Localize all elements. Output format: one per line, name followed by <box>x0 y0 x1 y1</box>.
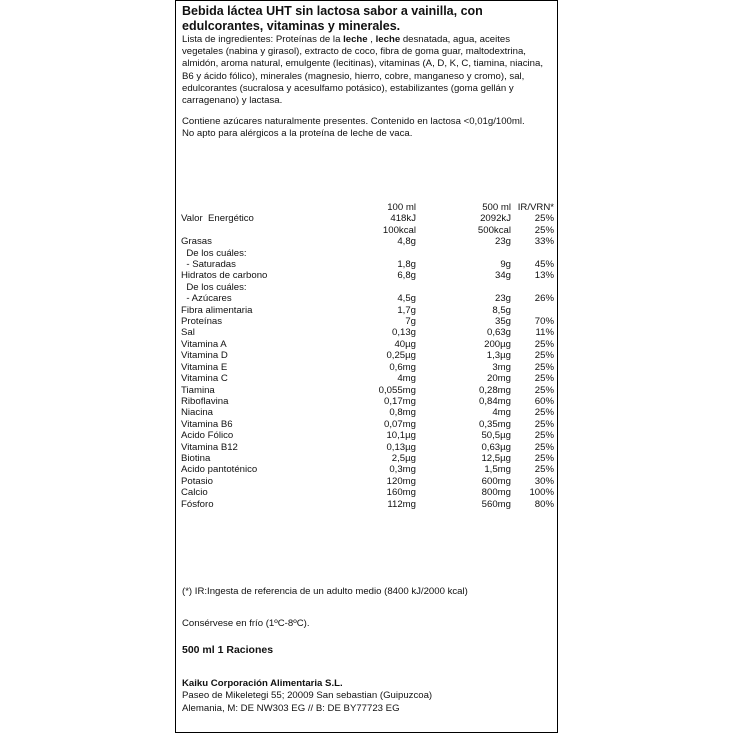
value-per-100ml: 40µg <box>394 338 416 350</box>
value-per-100ml: 4,5g <box>397 293 416 305</box>
value-ir: 25% <box>534 350 554 362</box>
value-per-500ml: 50,5µg <box>481 430 511 442</box>
header-nutrient <box>181 202 331 213</box>
value-ir: 25% <box>534 464 554 476</box>
value-per-500ml: 1,5mg <box>484 464 511 476</box>
nutrient-name: Calcio <box>181 487 208 499</box>
value-per-100ml: 112mg <box>387 498 416 510</box>
nutrient-name: Fósforo <box>181 498 214 510</box>
company-name: Kaiku Corporación Alimentaria S.L. <box>182 678 343 689</box>
portion-info: 500 ml 1 Raciones <box>182 644 274 656</box>
value-per-500ml: 9g <box>500 259 511 271</box>
nutrition-row <box>181 373 554 384</box>
value-per-100ml: 0,13µg <box>386 441 416 453</box>
company-address: Paseo de Mikeletegi 55; 20009 San sebastian (Guipuzcoa) <box>182 690 433 702</box>
value-per-500ml: 560mg <box>481 498 511 510</box>
value-ir: 25% <box>534 407 554 419</box>
nutrition-row <box>181 453 554 464</box>
value-per-500ml <box>416 282 511 293</box>
header-per-100ml: 100 ml <box>387 202 416 213</box>
value-per-100ml: 0,6mg <box>389 361 416 373</box>
value-per-500ml: 800mg <box>481 487 511 499</box>
value-per-500ml <box>416 248 511 259</box>
value-ir: 25% <box>534 373 554 385</box>
nutrition-row <box>181 396 554 407</box>
value-ir: 25% <box>534 338 554 350</box>
nutrition-row <box>181 293 554 304</box>
ir-footnote: (*) IR:Ingesta de referencia de un adulto medio (8400 kJ/2000 kcal) <box>182 586 468 597</box>
value-per-500ml: 0,63µg <box>481 441 511 453</box>
value-per-500ml: 0,28mg <box>479 384 511 396</box>
value-per-100ml: 0,17mg <box>384 395 416 407</box>
value-per-100ml: 6,8g <box>397 270 416 282</box>
sugars-note-line: Contiene azúcares naturalmente presentes. Contenido en lactosa <0,01g/100ml. <box>182 116 525 127</box>
nutrition-row <box>181 259 554 270</box>
value-ir: 11% <box>535 327 554 339</box>
nutrient-name: Vitamina B12 <box>181 441 238 453</box>
value-per-500ml: 1,3µg <box>486 350 511 362</box>
value-per-100ml: 10,1µg <box>386 430 416 442</box>
value-per-100ml: 4,8g <box>397 236 416 248</box>
value-ir: 80% <box>534 498 554 510</box>
nutrition-row <box>181 499 554 510</box>
nutrient-name: Hidratos de carbono <box>181 270 268 282</box>
value-ir <box>511 248 554 259</box>
value-per-100ml: 4mg <box>397 373 416 385</box>
value-ir: 33% <box>534 236 554 248</box>
nutrition-table <box>181 202 554 510</box>
value-ir: 26% <box>534 293 554 305</box>
value-ir: 25% <box>534 361 554 373</box>
value-ir: 25% <box>534 452 554 464</box>
value-per-500ml: 23g <box>494 236 511 248</box>
nutrient-name: Riboflavina <box>181 395 229 407</box>
nutrition-row <box>181 225 554 236</box>
value-per-500ml: 4mg <box>492 407 511 419</box>
value-ir: 25% <box>534 441 554 453</box>
storage-note: Consérvese en frío (1ºC-8ºC). <box>182 618 310 629</box>
value-per-500ml: 600mg <box>481 475 511 487</box>
header-per-500ml: 500 ml <box>482 202 511 213</box>
value-per-100ml: 120mg <box>386 475 416 487</box>
value-ir: 45% <box>534 259 554 271</box>
value-per-500ml: 23g <box>494 293 511 305</box>
value-per-100ml: 7g <box>405 316 416 328</box>
nutrition-row <box>181 362 554 373</box>
value-ir: 30% <box>534 475 554 487</box>
value-per-500ml: 20mg <box>487 373 511 385</box>
nutrient-name: Acido pantoténico <box>181 464 258 476</box>
nutrition-row <box>181 442 554 453</box>
value-ir: 25% <box>534 430 554 442</box>
nutrition-row <box>181 236 554 247</box>
value-ir <box>511 305 554 316</box>
nutrient-name: Vitamina C <box>181 373 228 385</box>
value-per-100ml: 0,8mg <box>389 407 416 419</box>
value-per-100ml <box>331 248 416 259</box>
nutrition-row <box>181 385 554 396</box>
value-per-100ml <box>331 282 416 293</box>
value-ir: 25% <box>534 384 554 396</box>
nutrient-name: Acido Fólico <box>181 430 234 442</box>
nutrient-name: Sal <box>181 327 195 339</box>
nutrition-row <box>181 282 554 293</box>
value-per-100ml: 0,13g <box>391 327 416 339</box>
nutrition-row <box>181 487 554 498</box>
value-per-100ml: 0,3mg <box>389 464 416 476</box>
value-ir: 100% <box>529 487 554 499</box>
value-per-500ml: 8,5g <box>492 304 511 316</box>
header-ir: IR/VRN* <box>517 202 554 213</box>
value-ir: 13% <box>534 270 554 282</box>
value-ir <box>511 282 554 293</box>
value-per-500ml: 0,84mg <box>479 395 511 407</box>
value-per-500ml: 2092kJ <box>480 213 511 225</box>
nutrient-name: Valor Energético <box>181 213 254 225</box>
value-per-100ml: 0,055mg <box>378 384 416 396</box>
company-codes: Alemania, M: DE NW303 EG // B: DE BY77723 EG <box>182 702 400 714</box>
value-per-500ml: 35g <box>494 316 511 328</box>
nutrient-name: Potasio <box>181 475 213 487</box>
value-per-100ml: 0,07mg <box>384 418 416 430</box>
nutrition-row <box>181 430 554 441</box>
nutrition-row <box>181 339 554 350</box>
nutrient-name: Vitamina E <box>181 361 228 373</box>
nutrition-row <box>181 248 554 259</box>
nutrition-row <box>181 316 554 327</box>
nutrient-name: - Azúcares <box>181 293 232 305</box>
nutrient-name: De los cuáles: <box>181 281 247 293</box>
value-per-500ml: 34g <box>494 270 511 282</box>
value-per-100ml: 1,8g <box>397 259 416 271</box>
value-ir: 70% <box>534 316 554 328</box>
nutrition-header-row <box>181 202 554 213</box>
nutrition-row <box>181 476 554 487</box>
nutrient-name: Vitamina D <box>181 350 228 362</box>
value-per-100ml: 2,5µg <box>391 452 416 464</box>
ingredients-list <box>182 34 552 107</box>
nutrient-name: Vitamina A <box>181 338 227 350</box>
value-per-100ml: 100kcal <box>382 224 416 236</box>
nutrient-name: Proteínas <box>181 316 223 328</box>
value-per-100ml: 0,25µg <box>386 350 416 362</box>
nutrient-name: Tiamina <box>181 384 215 396</box>
nutrition-row <box>181 419 554 430</box>
sugars-note <box>182 116 552 140</box>
value-per-100ml: 418kJ <box>390 213 416 225</box>
value-ir: 60% <box>534 395 554 407</box>
nutrition-rows <box>181 213 554 510</box>
value-ir: 25% <box>534 213 554 225</box>
ingredients-rest: desnatada, agua, aceites vegetales (nabina y girasol), extracto de coco, fibra de goma guar, maltodextrina, almidón, aroma natural, emulgente (lecitinas), vitaminas (A, D, K, C, tiamina, niacina, B6 y ácido fólico), minerales (magnesio, hierro, cobre, manganeso y cromo), sal, edulcorantes (sucralosa y acesulfamo potásico), estabilizantes (goma gellán y carragenano) y lactasa. <box>182 34 543 107</box>
product-title: Bebida láctea UHT sin lactosa sabor a vainilla, con edulcorantes, vitaminas y minerales. <box>182 4 483 33</box>
nutrition-row <box>181 407 554 418</box>
nutrient-name: Niacina <box>181 407 213 419</box>
allergy-note-line: No apto para alérgicos a la proteína de leche de vaca. <box>182 128 413 140</box>
nutrition-row <box>181 213 554 224</box>
nutrition-row <box>181 464 554 475</box>
value-per-500ml: 12,5µg <box>481 452 511 464</box>
ingredients-intro: Lista de ingredientes: Proteínas de la <box>182 34 344 45</box>
nutrition-row <box>181 305 554 316</box>
nutrition-row <box>181 350 554 361</box>
allergen-milk-2: leche <box>375 34 401 45</box>
company-info <box>182 678 432 715</box>
value-per-500ml: 200µg <box>484 338 511 350</box>
value-per-500ml: 500kcal <box>477 224 511 236</box>
value-per-100ml: 160mg <box>386 487 416 499</box>
value-per-100ml: 1,7g <box>397 304 416 316</box>
value-ir: 25% <box>534 418 554 430</box>
value-ir: 25% <box>534 224 554 236</box>
nutrient-name: Vitamina B6 <box>181 418 233 430</box>
nutrient-name <box>181 225 331 236</box>
nutrition-row <box>181 327 554 338</box>
value-per-500ml: 0,63g <box>486 327 511 339</box>
ingredients-separator: , <box>367 34 376 45</box>
nutrient-name: De los cuáles: <box>181 247 247 259</box>
nutrition-row <box>181 270 554 281</box>
nutrient-name: Biotina <box>181 452 211 464</box>
allergen-milk-1: leche <box>343 34 368 45</box>
nutrient-name: Grasas <box>181 236 212 248</box>
value-per-500ml: 3mg <box>492 361 511 373</box>
nutrient-name: Fibra alimentaria <box>181 304 253 316</box>
nutrient-name: - Saturadas <box>181 259 236 271</box>
value-per-500ml: 0,35mg <box>479 418 511 430</box>
